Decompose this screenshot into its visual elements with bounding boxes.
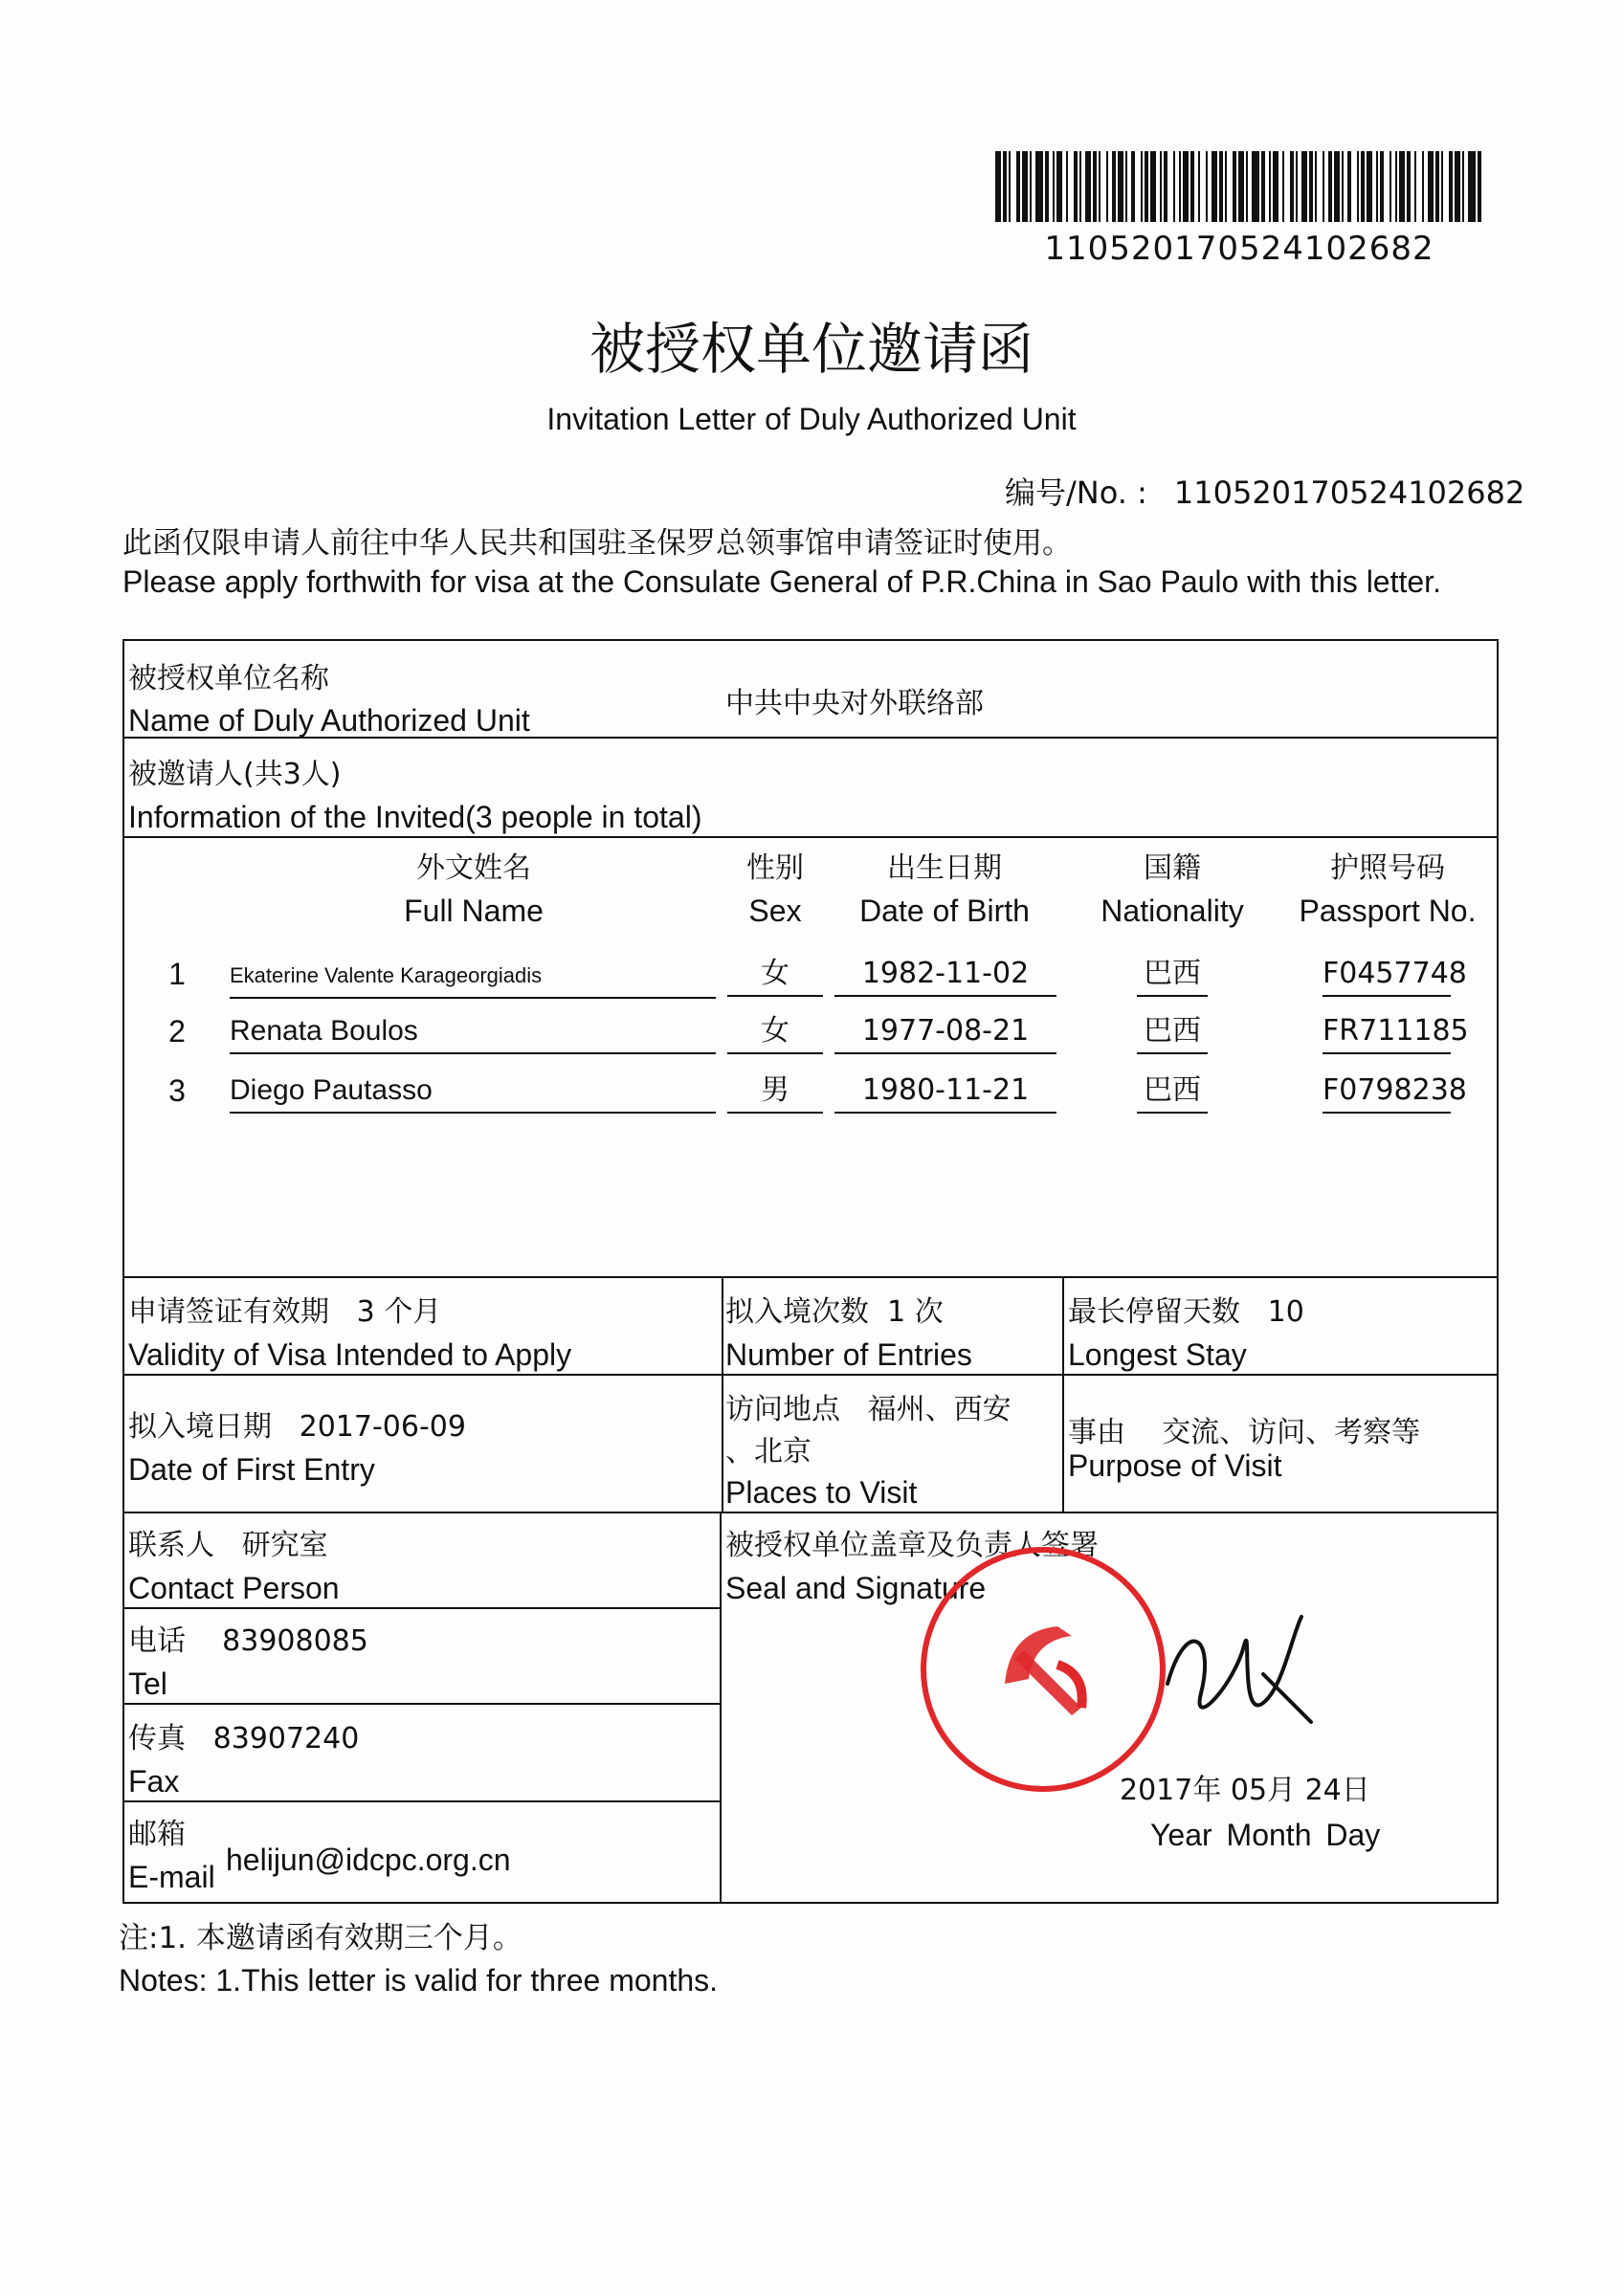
row-dob: 1982-11-02 [834, 953, 1056, 997]
tel-label-cn: 电话 83908085 [128, 1624, 368, 1658]
serial-label: 编号/No. : [1005, 475, 1147, 511]
notice-english: Please apply forthwith for visa at the Consulate General of P.R.China in Sao Paulo with this letter. [122, 564, 1441, 599]
first-entry-label-cn: 拟入境日期 2017-06-09 [128, 1410, 466, 1444]
purpose-value: 交流、访问、考察等 [1162, 1416, 1421, 1449]
first-entry-label-en: Date of First Entry [128, 1452, 375, 1487]
col-header-sex-cn: 性别 [746, 851, 804, 885]
row-name: Renata Boulos [230, 1010, 716, 1054]
barcode-bar [1160, 151, 1162, 222]
barcode-bar [1053, 151, 1055, 222]
row-passport: FR711185 [1323, 1010, 1451, 1054]
invited-label-cn: 被邀请人(共3人) [128, 758, 342, 791]
official-seal [914, 1540, 1172, 1799]
col-header-nationality-cn: 国籍 [1144, 851, 1201, 885]
purpose-label-cn: 事由 交流、访问、考察等 [1068, 1416, 1421, 1449]
barcode-bar [1414, 151, 1416, 222]
tel-value: 83908085 [222, 1624, 368, 1658]
barcode-bar [1003, 151, 1007, 222]
barcode-bar [1164, 151, 1167, 222]
validity-label-cn: 申请签证有效期 3 个月 [128, 1295, 442, 1329]
row-dob: 1980-11-21 [834, 1070, 1056, 1114]
barcode-bar [1085, 151, 1091, 222]
barcode-bar [1449, 151, 1453, 222]
barcode-bar [1225, 151, 1227, 222]
notes-en: Notes: 1.This letter is valid for three months. [119, 1963, 719, 1998]
barcode-bar [1118, 151, 1123, 222]
col-header-name-cn: 外文姓名 [416, 851, 531, 885]
barcode-bar [1125, 151, 1127, 222]
barcode-bar [995, 151, 1001, 222]
unit-label-en: Name of Duly Authorized Unit [128, 703, 530, 738]
barcode-bar [1435, 151, 1439, 222]
fax-value: 83907240 [212, 1722, 360, 1755]
barcode-bar [1282, 151, 1284, 222]
notice-chinese: 此函仅限申请人前往中华人民共和国驻圣保罗总领事馆申请签证时使用。 [122, 526, 1072, 561]
stay-value: 10 [1267, 1295, 1304, 1329]
fax-label-cn: 传真 83907240 [128, 1722, 360, 1755]
row-number: 2 [168, 1014, 186, 1049]
invited-label-en: Information of the Invited(3 people in total) [128, 800, 702, 834]
notes-cn: 注:1. 本邀请函有效期三个月。 [119, 1921, 522, 1955]
row-sex: 女 [727, 1010, 823, 1054]
barcode-bar [1367, 151, 1372, 222]
seal-label-cn: 被授权单位盖章及负责人签署 [725, 1529, 1099, 1562]
email-value: helijun@idcpc.org.cn [226, 1843, 511, 1877]
barcode-bar [1478, 151, 1481, 222]
barcode-bar [1462, 151, 1464, 222]
barcode-bar [1112, 151, 1116, 222]
barcode-bar [1099, 151, 1101, 222]
row-nationality: 巴西 [1137, 1010, 1208, 1054]
barcode-bar [1357, 151, 1359, 222]
barcode-bar [1079, 151, 1081, 222]
barcode-number: 110520170524102682 [1044, 230, 1434, 268]
barcode-bar [1455, 151, 1460, 222]
barcode-bar [1056, 151, 1062, 222]
barcode-bar [1468, 151, 1476, 222]
row-name: Ekaterine Valente Karageorgiadis [230, 955, 716, 999]
barcode-bar [1035, 151, 1043, 222]
barcode-bar [1380, 151, 1384, 222]
barcode-bar [1301, 151, 1307, 222]
email-label-en: E-mail [128, 1860, 215, 1894]
barcode-bar [1233, 151, 1236, 222]
row-number: 1 [168, 957, 186, 991]
barcode-bar [1145, 151, 1148, 222]
barcode-bar [1173, 151, 1175, 222]
validity-value: 3 个月 [356, 1295, 442, 1329]
barcode-bar [1212, 151, 1217, 222]
unit-label-cn: 被授权单位名称 [128, 662, 329, 695]
col-header-passport-en: Passport No. [1299, 894, 1477, 928]
places-value-line2: 、北京 [725, 1435, 812, 1468]
col-header-name-en: Full Name [404, 894, 544, 928]
email-label-cn: 邮箱 [128, 1818, 186, 1851]
entries-value: 1 次 [887, 1295, 944, 1329]
title-english: Invitation Letter of Duly Authorized Unit [546, 402, 1077, 436]
barcode-bar [1334, 151, 1340, 222]
barcode-bar [1261, 151, 1265, 222]
entries-label-en: Number of Entries [725, 1337, 972, 1372]
entries-label-cn: 拟入境次数 1 次 [725, 1295, 944, 1329]
barcode-bar [1246, 151, 1248, 222]
signature [1148, 1578, 1321, 1741]
barcode-bar [1150, 151, 1156, 222]
stay-label-en: Longest Stay [1068, 1337, 1247, 1372]
stay-label-cn: 最长停留天数 10 [1068, 1295, 1304, 1329]
barcode-bar [1422, 151, 1424, 222]
barcode-bar [1290, 151, 1294, 222]
row-dob: 1977-08-21 [834, 1010, 1056, 1054]
barcode-bar [1395, 151, 1397, 222]
barcode-bar [1342, 151, 1344, 222]
col-header-sex-en: Sex [748, 894, 802, 928]
barcode-bar [1315, 151, 1317, 222]
col-header-dob-cn: 出生日期 [887, 851, 1002, 885]
seal-date-cn: 2017年 05月 24日 [1120, 1774, 1370, 1807]
seal-label-en: Seal and Signature [725, 1571, 987, 1605]
barcode-bar [1198, 151, 1200, 222]
col-header-passport-cn: 护照号码 [1330, 851, 1445, 885]
barcode-bar [1179, 151, 1181, 222]
barcode-bar [1269, 151, 1271, 222]
row-sex: 女 [727, 953, 823, 997]
barcode-bar [1022, 151, 1028, 222]
col-header-dob-en: Date of Birth [859, 894, 1030, 928]
row-nationality: 巴西 [1137, 1070, 1208, 1114]
serial-value: 110520170524102682 [1173, 475, 1525, 511]
barcode-bar [1376, 151, 1378, 222]
barcode-bar [1045, 151, 1049, 222]
barcode-bar [1347, 151, 1351, 222]
contact-label-cn: 联系人 研究室 [128, 1529, 328, 1562]
contact-label-en: Contact Person [128, 1571, 340, 1605]
serial-number [1005, 469, 1524, 513]
barcode-bar [1183, 151, 1189, 222]
barcode-bar [1428, 151, 1434, 222]
barcode-bar [1323, 151, 1324, 222]
places-value: 福州、西安 [867, 1393, 1012, 1426]
validity-label-en: Validity of Visa Intended to Apply [128, 1337, 572, 1372]
fax-label-en: Fax [128, 1764, 180, 1799]
barcode-bar [1399, 151, 1405, 222]
barcode-bar [1074, 151, 1078, 222]
places-label-cn: 访问地点 福州、西安 [725, 1393, 1012, 1426]
barcode-bar [1066, 151, 1068, 222]
title-chinese: 被授权单位邀请函 [589, 317, 1034, 382]
barcode-bar [1238, 151, 1244, 222]
barcode-bar [1093, 151, 1097, 222]
purpose-label-en: Purpose of Visit [1068, 1448, 1282, 1483]
barcode-bar [1273, 151, 1278, 222]
unit-value: 中共中央对外联络部 [725, 687, 984, 720]
barcode-bar [1390, 151, 1391, 222]
barcode-bar [1296, 151, 1298, 222]
first-entry-value: 2017-06-09 [299, 1410, 466, 1444]
barcode-bar [1009, 151, 1011, 222]
barcode-bar [1219, 151, 1223, 222]
row-nationality: 巴西 [1137, 953, 1208, 997]
barcode-bar [1309, 151, 1313, 222]
row-name: Diego Pautasso [230, 1070, 716, 1114]
barcode-bar [1131, 151, 1135, 222]
barcode-bar [1141, 151, 1143, 222]
places-label-en: Places to Visit [725, 1475, 918, 1510]
barcode-bar [1328, 151, 1332, 222]
barcode-bar [1106, 151, 1108, 222]
barcode-bar [1016, 151, 1020, 222]
barcode-bar [1206, 151, 1208, 222]
barcode-bar [1361, 151, 1365, 222]
row-passport: F0457748 [1323, 953, 1451, 997]
tel-label-en: Tel [128, 1667, 167, 1701]
row-passport: F0798238 [1323, 1070, 1451, 1114]
barcode-bar [1030, 151, 1032, 222]
col-header-nationality-en: Nationality [1101, 894, 1244, 928]
barcode-bar [1407, 151, 1411, 222]
barcode-bar [1190, 151, 1194, 222]
seal-date-en: Year Month Day [1150, 1818, 1381, 1852]
contact-value: 研究室 [241, 1529, 328, 1562]
row-sex: 男 [727, 1070, 823, 1114]
barcode-bar [1252, 151, 1259, 222]
row-number: 3 [168, 1073, 186, 1108]
barcode-bar [1441, 151, 1443, 222]
barcode [995, 151, 1483, 222]
